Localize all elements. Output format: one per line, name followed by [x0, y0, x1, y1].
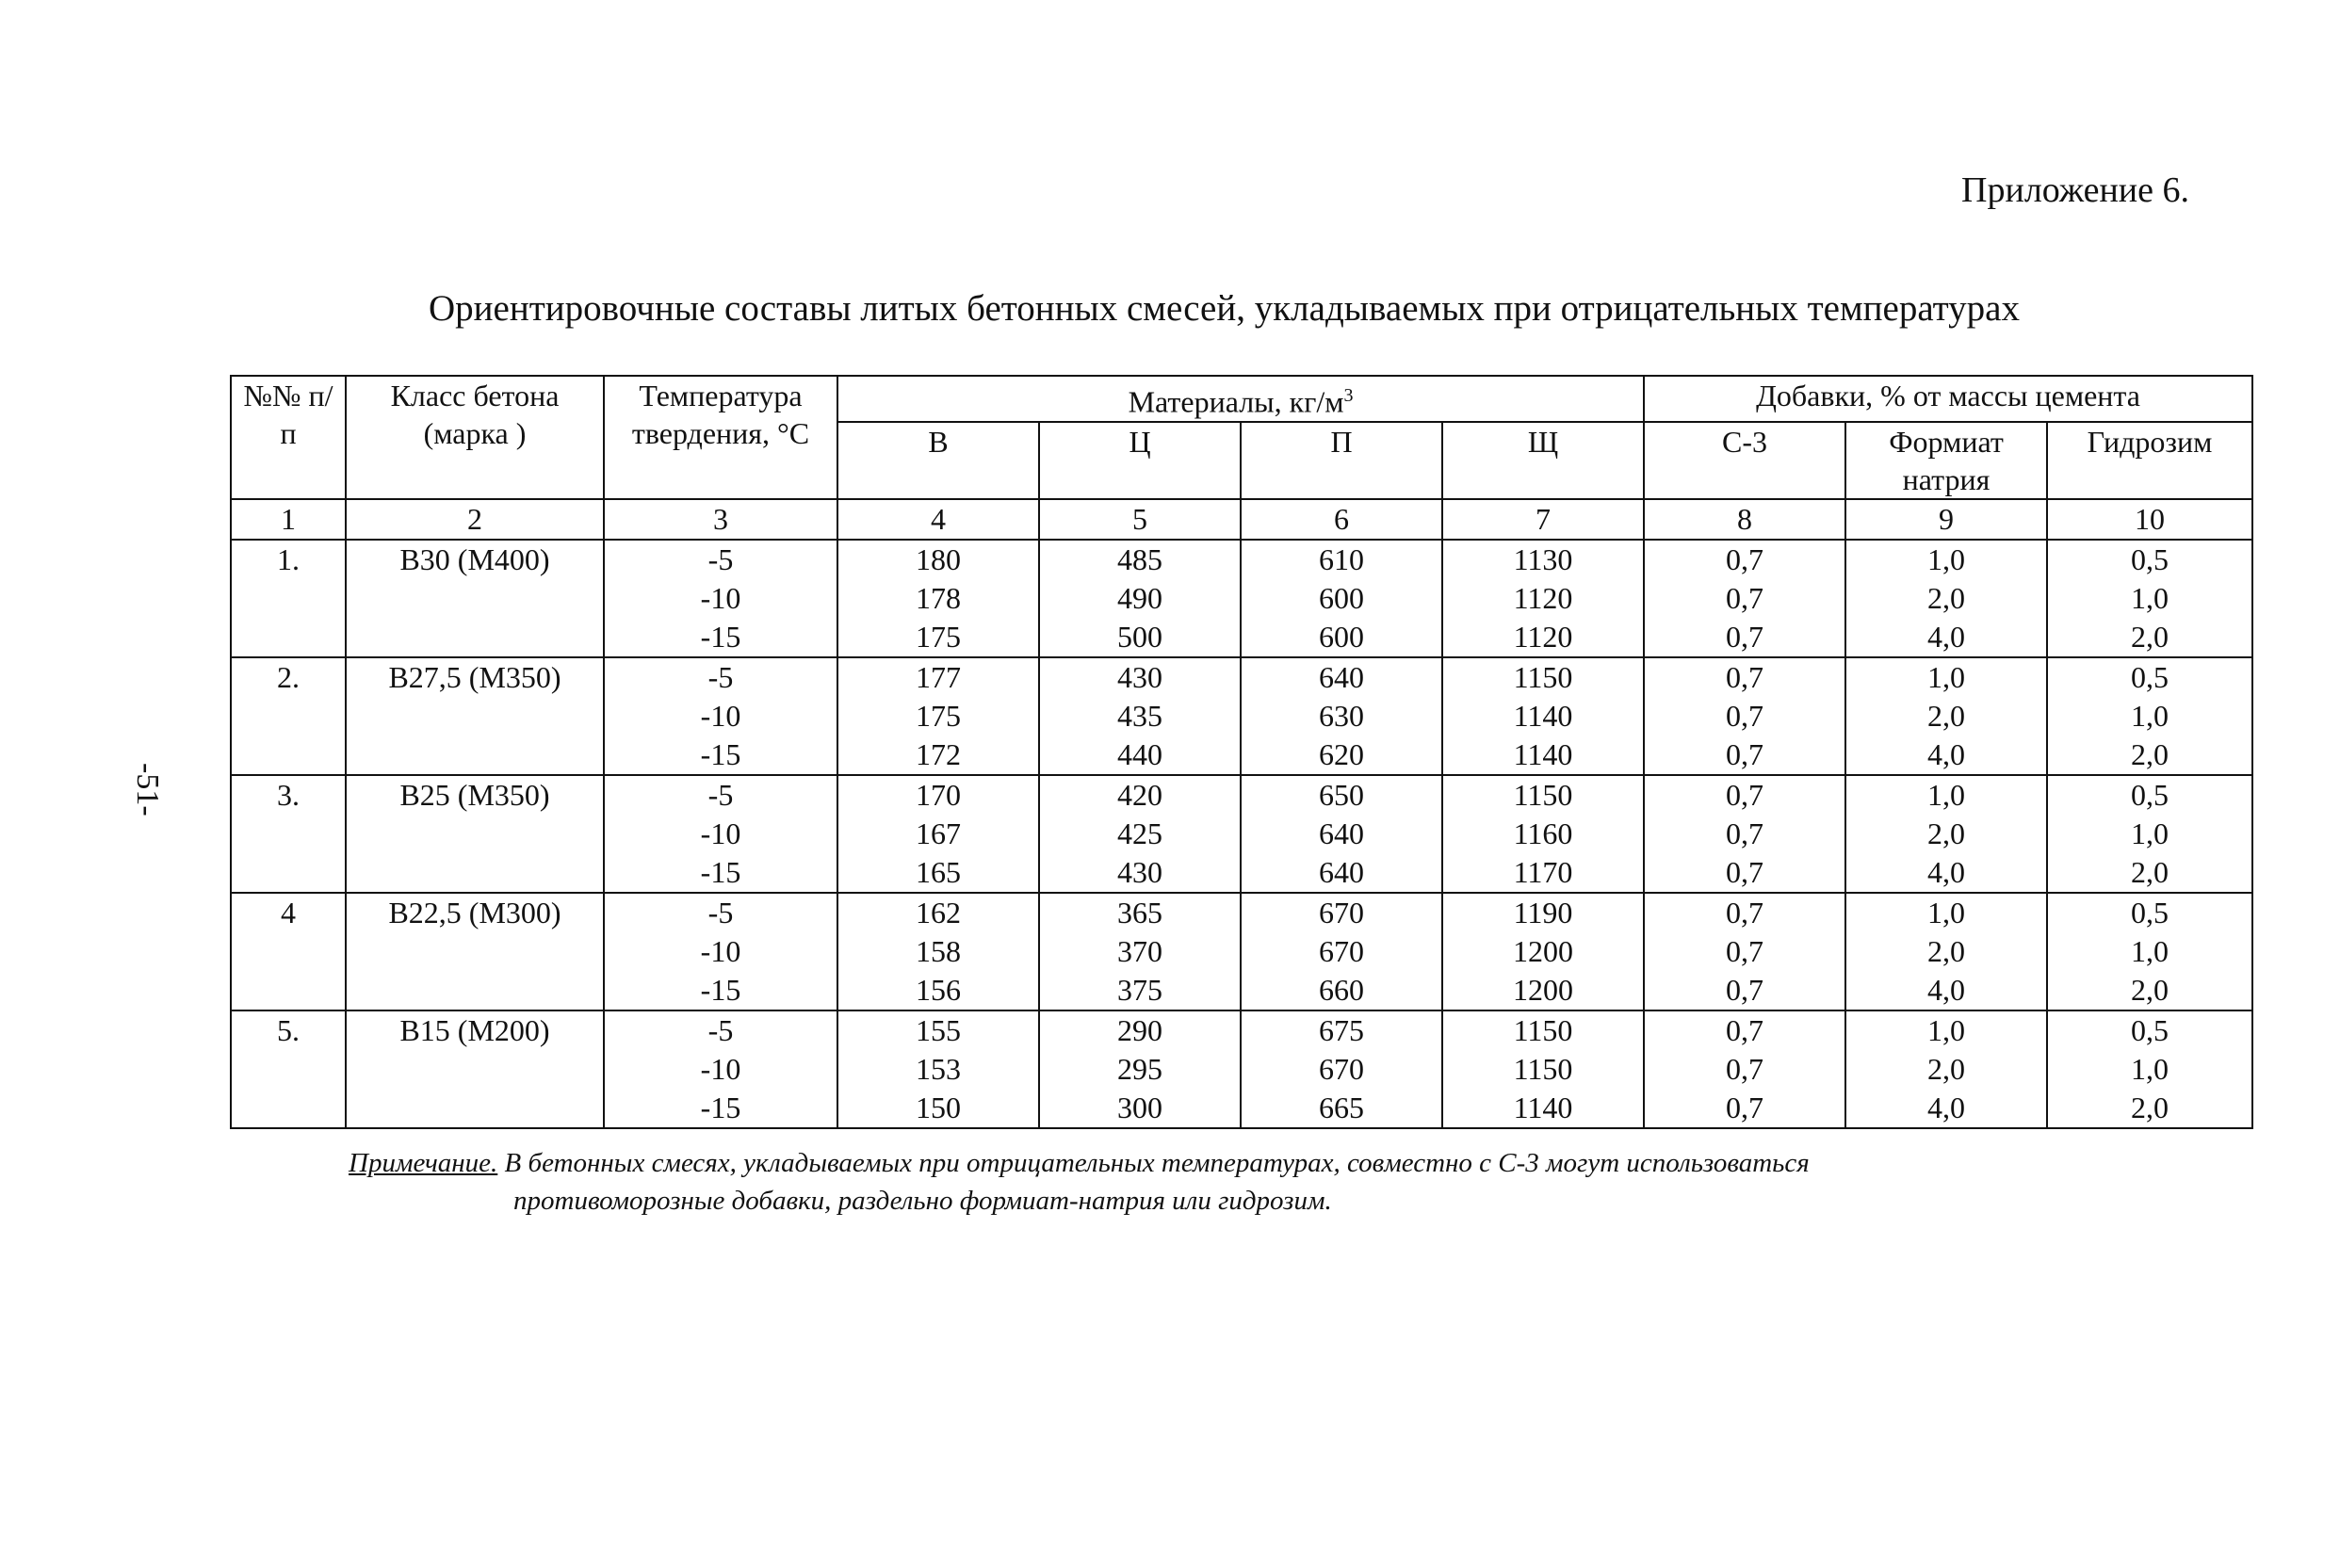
header-cement: Ц	[1039, 422, 1241, 499]
cell-value: 0,7	[1726, 619, 1764, 654]
cell-sand	[1241, 893, 1442, 1010]
cell-value: 365	[1117, 895, 1162, 929]
table-title: Ориентировочные составы литых бетонных смесей, укладываемых при отрицательных температурах	[429, 288, 2020, 329]
cell-value: 485	[1117, 542, 1162, 576]
cell-value: 2,0	[1927, 816, 1966, 850]
cell-value: -15	[700, 854, 741, 889]
cell-value: 0,7	[1726, 659, 1764, 694]
cell-value: 175	[916, 619, 961, 654]
cell-value: 0,7	[1726, 698, 1764, 733]
cell-temperature	[604, 893, 837, 1010]
header-formate: Формиат натрия	[1845, 422, 2047, 499]
row-concrete-class: В15 (М200)	[346, 1010, 604, 1128]
cell-value: 1120	[1513, 580, 1573, 615]
cell-value: 1170	[1513, 854, 1573, 889]
cell-value: 2,0	[1927, 1051, 1966, 1086]
cell-value: 1150	[1513, 659, 1573, 694]
cell-value: 670	[1319, 895, 1364, 929]
cell-value: -5	[707, 777, 734, 812]
cell-value: 2,0	[2131, 1090, 2169, 1124]
table-body	[231, 540, 2252, 1128]
column-number: 3	[604, 499, 837, 540]
cell-value: 500	[1117, 619, 1162, 654]
cell-value: 1,0	[2131, 1051, 2169, 1086]
row-num: 3.	[231, 775, 346, 893]
cell-value: 0,5	[2131, 777, 2169, 812]
cell-value: 178	[916, 580, 961, 615]
header-gravel: Щ	[1442, 422, 1644, 499]
cell-value: -15	[700, 736, 741, 771]
cell-value: 295	[1117, 1051, 1162, 1086]
cell-formate	[1845, 540, 2047, 657]
cell-value: -15	[700, 1090, 741, 1124]
header-c3: С-3	[1644, 422, 1845, 499]
cell-value: 420	[1117, 777, 1162, 812]
header-sand: П	[1241, 422, 1442, 499]
column-number: 10	[2047, 499, 2252, 540]
column-number: 5	[1039, 499, 1241, 540]
cell-value: -10	[700, 933, 741, 968]
cell-value: 0,7	[1726, 816, 1764, 850]
header-concrete-class	[346, 376, 604, 499]
table-row	[231, 775, 2252, 893]
cell-value: 175	[916, 698, 961, 733]
row-num: 5.	[231, 1010, 346, 1128]
row-concrete-class: В27,5 (М350)	[346, 657, 604, 775]
row-concrete-class: В22,5 (М300)	[346, 893, 604, 1010]
cell-value: 600	[1319, 619, 1364, 654]
cell-value: 2,0	[1927, 933, 1966, 968]
cell-value: 177	[916, 659, 961, 694]
cell-value: 4,0	[1927, 854, 1966, 889]
cell-value: 4,0	[1927, 736, 1966, 771]
column-number: 4	[837, 499, 1039, 540]
cell-value: 1140	[1513, 698, 1573, 733]
cell-value: 1130	[1513, 542, 1573, 576]
cell-value: 167	[916, 816, 961, 850]
header-temperature-text: Температура твердения, °С	[631, 379, 810, 450]
cell-value: 4,0	[1927, 619, 1966, 654]
cell-value: 150	[916, 1090, 961, 1124]
cell-value: 665	[1319, 1090, 1364, 1124]
cell-value: 172	[916, 736, 961, 771]
cell-value: 0,7	[1726, 1090, 1764, 1124]
cell-value: 375	[1117, 972, 1162, 1007]
cell-value: 4,0	[1927, 1090, 1966, 1124]
cell-c3	[1644, 540, 1845, 657]
cell-value: 1150	[1513, 1012, 1573, 1047]
cell-value: 640	[1319, 816, 1364, 850]
cell-hydrozim	[2047, 775, 2252, 893]
cell-value: -5	[707, 659, 734, 694]
cell-value: 300	[1117, 1090, 1162, 1124]
column-number: 1	[231, 499, 346, 540]
cell-formate	[1845, 893, 2047, 1010]
cell-value: 1190	[1513, 895, 1573, 929]
cell-value: 1,0	[2131, 816, 2169, 850]
cell-hydrozim	[2047, 893, 2252, 1010]
concrete-mix-table	[230, 375, 2253, 1129]
header-num-text: №№ п/п	[243, 379, 333, 450]
cell-value: 670	[1319, 933, 1364, 968]
cell-value: 675	[1319, 1012, 1364, 1047]
note-label: Примечание.	[349, 1148, 498, 1178]
cell-value: 2,0	[2131, 619, 2169, 654]
cell-value: 1140	[1513, 1090, 1573, 1124]
cell-formate	[1845, 657, 2047, 775]
column-number: 2	[346, 499, 604, 540]
cell-value: 630	[1319, 698, 1364, 733]
cell-value: 490	[1117, 580, 1162, 615]
cell-value: 1150	[1513, 1051, 1573, 1086]
cell-value: 290	[1117, 1012, 1162, 1047]
cell-value: 0,7	[1726, 895, 1764, 929]
table-note	[349, 1144, 1810, 1220]
cell-value: 425	[1117, 816, 1162, 850]
cell-value: -10	[700, 1051, 741, 1086]
cell-value: 0,5	[2131, 542, 2169, 576]
cell-water	[837, 893, 1039, 1010]
cell-cement	[1039, 893, 1241, 1010]
cell-value: 2,0	[2131, 736, 2169, 771]
cell-value: 640	[1319, 659, 1364, 694]
cell-temperature	[604, 540, 837, 657]
cell-gravel	[1442, 540, 1644, 657]
column-number: 7	[1442, 499, 1644, 540]
cell-water	[837, 540, 1039, 657]
appendix-label: Приложение 6.	[1961, 170, 2189, 210]
column-number: 6	[1241, 499, 1442, 540]
cell-value: 0,7	[1726, 542, 1764, 576]
cell-value: 650	[1319, 777, 1364, 812]
header-water: В	[837, 422, 1039, 499]
cell-temperature	[604, 775, 837, 893]
cell-value: 430	[1117, 659, 1162, 694]
cell-value: 1200	[1513, 933, 1574, 968]
cell-value: 1120	[1513, 619, 1573, 654]
cell-cement	[1039, 540, 1241, 657]
cell-value: 640	[1319, 854, 1364, 889]
cell-temperature	[604, 1010, 837, 1128]
cell-value: 600	[1319, 580, 1364, 615]
cell-water	[837, 1010, 1039, 1128]
cell-value: -5	[707, 542, 734, 576]
cell-sand	[1241, 775, 1442, 893]
column-number-row	[231, 499, 2252, 540]
cell-c3	[1644, 893, 1845, 1010]
cell-cement	[1039, 1010, 1241, 1128]
cell-value: 0,5	[2131, 1012, 2169, 1047]
cell-value: 1160	[1513, 816, 1573, 850]
table-row	[231, 657, 2252, 775]
header-additives-text: Добавки, % от массы цемента	[1756, 379, 2140, 412]
cell-value: 4,0	[1927, 972, 1966, 1007]
header-num	[231, 376, 346, 499]
cell-gravel	[1442, 1010, 1644, 1128]
cell-value: 1200	[1513, 972, 1574, 1007]
cell-value: 1,0	[2131, 698, 2169, 733]
cell-c3	[1644, 1010, 1845, 1128]
cell-value: 170	[916, 777, 961, 812]
cell-sand	[1241, 657, 1442, 775]
cell-water	[837, 775, 1039, 893]
cell-value: 610	[1319, 542, 1364, 576]
cell-value: 2,0	[2131, 972, 2169, 1007]
cell-value: 0,7	[1726, 1012, 1764, 1047]
cell-value: 0,7	[1726, 580, 1764, 615]
header-concrete-class-text: Класс бетона (марка )	[390, 379, 560, 450]
cell-value: 430	[1117, 854, 1162, 889]
cell-value: -10	[700, 816, 741, 850]
cell-value: -15	[700, 619, 741, 654]
cell-value: -5	[707, 1012, 734, 1047]
cell-c3	[1644, 657, 1845, 775]
cell-value: 370	[1117, 933, 1162, 968]
cell-value: 0,7	[1726, 972, 1764, 1007]
cell-cement	[1039, 657, 1241, 775]
cell-temperature	[604, 657, 837, 775]
cell-formate	[1845, 1010, 2047, 1128]
header-materials-group	[837, 376, 1644, 422]
row-num: 4	[231, 893, 346, 1010]
note-line-2: противоморозные добавки, раздельно формиат-натрия или гидрозим.	[513, 1186, 1332, 1216]
cell-value: -5	[707, 895, 734, 929]
cell-value: 180	[916, 542, 961, 576]
cell-gravel	[1442, 657, 1644, 775]
cell-value: 2,0	[1927, 698, 1966, 733]
column-number: 8	[1644, 499, 1845, 540]
cell-value: 2,0	[2131, 854, 2169, 889]
cell-value: 0,7	[1726, 736, 1764, 771]
cell-value: 153	[916, 1051, 961, 1086]
cell-value: 0,7	[1726, 777, 1764, 812]
cell-value: 620	[1319, 736, 1364, 771]
cell-value: 0,5	[2131, 659, 2169, 694]
cell-value: 435	[1117, 698, 1162, 733]
table-header	[231, 376, 2252, 540]
cell-value: 1140	[1513, 736, 1573, 771]
cell-value: -15	[700, 972, 741, 1007]
cell-gravel	[1442, 775, 1644, 893]
cell-value: 158	[916, 933, 961, 968]
header-materials-text: Материалы, кг/м	[1128, 384, 1344, 419]
table-row	[231, 1010, 2252, 1128]
row-concrete-class: В30 (М400)	[346, 540, 604, 657]
header-additives-group	[1644, 376, 2252, 422]
header-materials-sup: 3	[1343, 385, 1354, 406]
cell-water	[837, 657, 1039, 775]
cell-value: 1150	[1513, 777, 1573, 812]
header-temperature	[604, 376, 837, 499]
header-hydrozim: Гидрозим	[2047, 422, 2252, 499]
table-row	[231, 540, 2252, 657]
cell-value: 1,0	[1927, 542, 1966, 576]
cell-value: 155	[916, 1012, 961, 1047]
row-concrete-class: В25 (М350)	[346, 775, 604, 893]
cell-value: -10	[700, 580, 741, 615]
cell-value: 660	[1319, 972, 1364, 1007]
cell-hydrozim	[2047, 657, 2252, 775]
cell-c3	[1644, 775, 1845, 893]
table-row	[231, 893, 2252, 1010]
cell-value: -10	[700, 698, 741, 733]
cell-value: 1,0	[1927, 659, 1966, 694]
cell-value: 1,0	[1927, 777, 1966, 812]
cell-sand	[1241, 540, 1442, 657]
note-line-1: В бетонных смесях, укладываемых при отрицательных температурах, совместно с С-3 могут использоваться	[497, 1148, 1810, 1178]
cell-value: 0,7	[1726, 933, 1764, 968]
cell-value: 165	[916, 854, 961, 889]
cell-gravel	[1442, 893, 1644, 1010]
cell-value: 1,0	[2131, 580, 2169, 615]
row-num: 2.	[231, 657, 346, 775]
cell-value: 440	[1117, 736, 1162, 771]
cell-sand	[1241, 1010, 1442, 1128]
cell-value: 2,0	[1927, 580, 1966, 615]
cell-value: 0,7	[1726, 1051, 1764, 1086]
cell-hydrozim	[2047, 540, 2252, 657]
cell-value: 1,0	[1927, 895, 1966, 929]
cell-value: 0,7	[1726, 854, 1764, 889]
cell-value: 162	[916, 895, 961, 929]
cell-value: 1,0	[2131, 933, 2169, 968]
row-num: 1.	[231, 540, 346, 657]
cell-hydrozim	[2047, 1010, 2252, 1128]
cell-value: 156	[916, 972, 961, 1007]
column-number: 9	[1845, 499, 2047, 540]
cell-formate	[1845, 775, 2047, 893]
cell-value: 1,0	[1927, 1012, 1966, 1047]
page-number: -51-	[130, 763, 165, 816]
cell-value: 0,5	[2131, 895, 2169, 929]
cell-cement	[1039, 775, 1241, 893]
cell-value: 670	[1319, 1051, 1364, 1086]
